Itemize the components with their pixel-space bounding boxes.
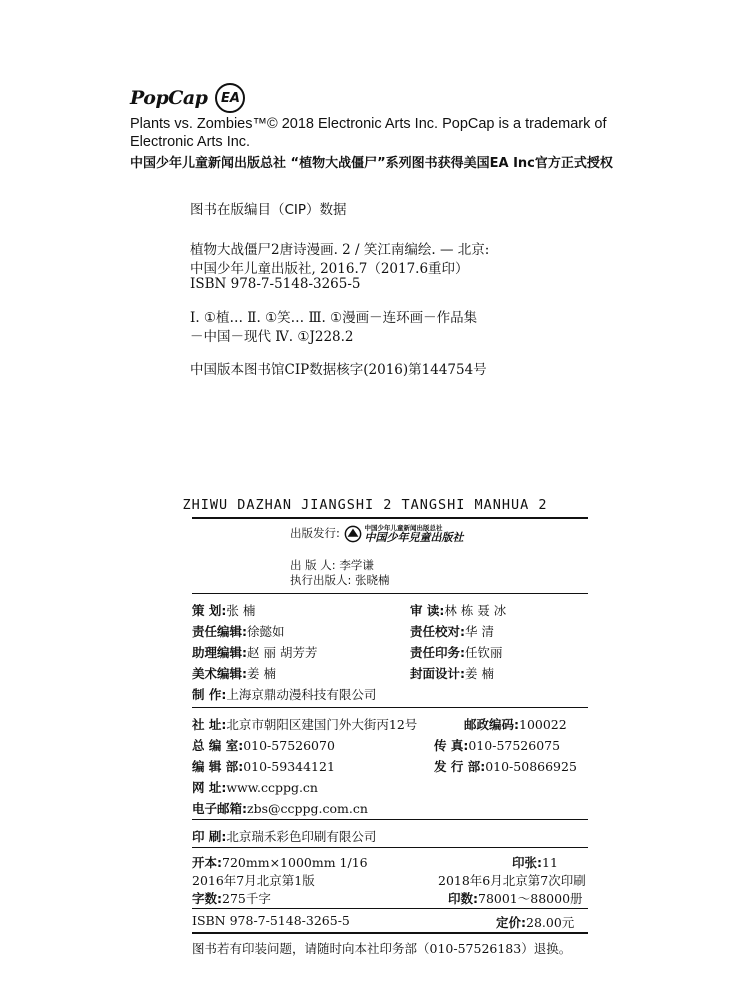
- copies-label: 印数:: [448, 891, 478, 906]
- planner-label: 策 划:: [192, 603, 227, 618]
- art-editor-value: 姜 楠: [247, 666, 276, 681]
- issuer-name-big: 中国少年兒童出版社: [364, 530, 464, 544]
- fax-value: 010-57526075: [468, 738, 561, 753]
- exec-publisher-value: 张晓楠: [355, 573, 390, 587]
- popcap-logo: PopCap: [130, 87, 208, 109]
- format-value: 720mm×1000mm 1/16: [222, 855, 368, 870]
- cip-record-number: 中国版本图书馆CIP数据核字(2016)第144754号: [190, 362, 487, 378]
- address-row: [192, 715, 417, 733]
- reviewer-value: 林 栋 聂 冰: [444, 603, 507, 618]
- print-duty-value: 任钦丽: [465, 645, 503, 660]
- price-row: [496, 913, 574, 931]
- asst-editor-label: 助理编辑:: [192, 645, 247, 660]
- fax-label: 传 真:: [434, 738, 469, 753]
- words-row: [192, 889, 271, 907]
- edit-dept-row: [192, 757, 335, 775]
- asst-editor-value: 赵 丽 胡芳芳: [247, 645, 318, 660]
- publisher-logo: [344, 525, 464, 543]
- copyright-line-1: Plants vs. Zombies™© 2018 Electronic Arts Inc. PopCap is a trademark of: [130, 116, 607, 132]
- office-value: 010-57526070: [243, 738, 335, 753]
- reprint: 2018年6月北京第7次印刷: [438, 873, 586, 888]
- dist-value: 010-50866925: [485, 759, 577, 774]
- first-edition: 2016年7月北京第1版: [192, 873, 315, 888]
- producer-label: 制 作:: [192, 687, 227, 702]
- divider-top: [192, 517, 588, 519]
- logo-row: [130, 80, 245, 116]
- divider: [192, 819, 588, 820]
- proof-row: [410, 622, 494, 640]
- cip-isbn: ISBN 978-7-5148-3265-5: [190, 276, 361, 292]
- cover-row: [410, 664, 494, 682]
- format-label: 开本:: [192, 855, 222, 870]
- issuer-name-small: 中国少年儿童新闻出版总社: [364, 524, 443, 533]
- producer-value: 上海京鼎动漫科技有限公司: [226, 687, 377, 702]
- postcode-row: [464, 715, 567, 733]
- art-editor-label: 美术编辑:: [192, 666, 247, 681]
- office-row: [192, 736, 335, 754]
- edit-dept-label: 编 辑 部:: [192, 759, 244, 774]
- license-line: 中国少年儿童新闻出版总社 “植物大战僵尸”系列图书获得美国EA Inc官方正式授权: [130, 156, 613, 171]
- divider: [192, 707, 588, 708]
- proof-label: 责任校对:: [410, 624, 465, 639]
- fax-row: [434, 736, 560, 754]
- producer-row: [192, 685, 376, 703]
- divider: [192, 593, 588, 594]
- sheets-row: [512, 853, 558, 871]
- cip-line-2: 中国少年儿童出版社, 2016.7（2017.6重印）: [190, 261, 469, 277]
- copyright-line-2: Electronic Arts Inc.: [130, 134, 251, 150]
- editor-label: 责任编辑:: [192, 624, 247, 639]
- dist-label: 发 行 部:: [434, 759, 486, 774]
- email-label: 电子邮箱:: [192, 801, 247, 816]
- series-title: ZHIWU DAZHAN JIANGSHI 2 TANGSHI MANHUA 2: [182, 497, 548, 513]
- copies-value: 78001～88000册: [478, 891, 583, 906]
- reviewer-label: 审 读:: [410, 603, 445, 618]
- isbn-row: [192, 913, 350, 928]
- divider-bottom: [192, 932, 588, 934]
- email-row: [192, 799, 368, 817]
- editor-value: 徐懿如: [247, 624, 285, 639]
- sheets-label: 印张:: [512, 855, 542, 870]
- planner-row: [192, 601, 255, 619]
- words-label: 字数:: [192, 891, 222, 906]
- price-label: 定价:: [496, 915, 526, 930]
- email-value: zbs@ccppg.com.cn: [247, 801, 368, 816]
- sheets-value: 11: [542, 855, 558, 870]
- web-row: [192, 778, 318, 796]
- divider: [192, 847, 588, 848]
- cip-line-5: －中国－现代 Ⅳ. ①J228.2: [190, 329, 354, 345]
- footer-note: 图书若有印装问题，请随时向本社印务部（010-57526183）退换。: [192, 941, 572, 956]
- printer-row: [192, 827, 376, 845]
- publisher-value: 李学谦: [339, 558, 374, 572]
- issuer-label: 出版发行:: [290, 526, 340, 540]
- words-value: 275千字: [222, 891, 271, 906]
- cip-line-1: 植物大战僵尸2唐诗漫画. 2 / 笑江南编绘. — 北京:: [190, 242, 490, 258]
- edit-dept-value: 010-59344121: [243, 759, 335, 774]
- cip-line-4: Ⅰ. ①植… Ⅱ. ①笑… Ⅲ. ①漫画－连环画－作品集: [190, 310, 478, 326]
- price-value: 28.00元: [526, 915, 575, 930]
- divider: [192, 908, 588, 909]
- office-label: 总 编 室:: [192, 738, 244, 753]
- address-label: 社 址:: [192, 717, 227, 732]
- planner-value: 张 楠: [226, 603, 256, 618]
- ea-logo: EA: [215, 83, 245, 113]
- exec-publisher-label: 执行出版人:: [290, 573, 352, 587]
- web-label: 网 址:: [192, 780, 227, 795]
- exec-publisher-row: [290, 572, 390, 588]
- isbn-value: ISBN 978-7-5148-3265-5: [192, 913, 350, 928]
- publisher-emblem-icon: [344, 525, 362, 543]
- cip-heading: 图书在版编目（CIP）数据: [190, 202, 347, 218]
- proof-value: 华 清: [465, 624, 494, 639]
- asst-editor-row: [192, 643, 317, 661]
- copies-row: [448, 889, 583, 907]
- postcode-value: 100022: [519, 717, 567, 732]
- format-row: [192, 853, 368, 871]
- web-value: www.ccppg.cn: [226, 780, 318, 795]
- reviewer-row: [410, 601, 506, 619]
- art-editor-row: [192, 664, 276, 682]
- publisher-label: 出 版 人:: [290, 558, 336, 572]
- address-value: 北京市朝阳区建国门外大街丙12号: [226, 717, 418, 732]
- postcode-label: 邮政编码:: [464, 717, 519, 732]
- print-duty-row: [410, 643, 503, 661]
- dist-row: [434, 757, 577, 775]
- printer-label: 印 刷:: [192, 829, 227, 844]
- cover-label: 封面设计:: [410, 666, 465, 681]
- cover-value: 姜 楠: [465, 666, 494, 681]
- print-duty-label: 责任印务:: [410, 645, 465, 660]
- issuer-row: [290, 525, 464, 543]
- printer-value: 北京瑞禾彩色印刷有限公司: [226, 829, 377, 844]
- publisher-row: [290, 557, 374, 573]
- editor-row: [192, 622, 285, 640]
